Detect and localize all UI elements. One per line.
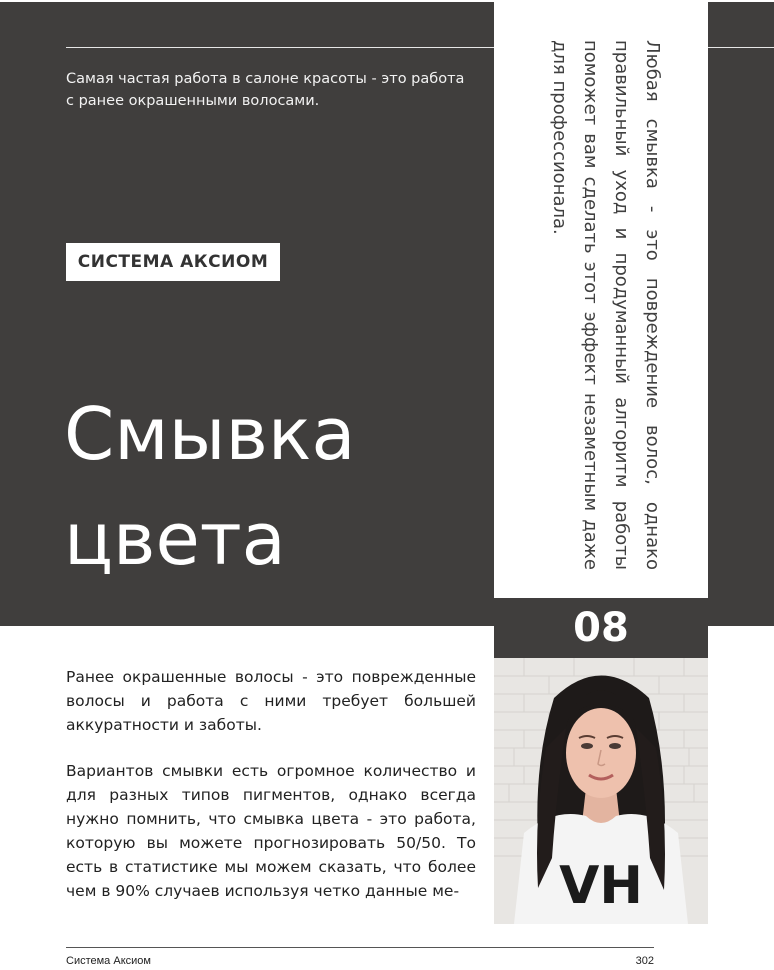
portrait-photo xyxy=(494,658,708,924)
footer-rule xyxy=(66,947,654,948)
body-paragraph-2: Вариантов смывки есть огромное количество и для разных типов пигментов, однако всегда нужно помнить, что смывка цвета - это работа, которую вы можете прогнозировать 50/50. То есть в статистике мы можем сказать, что более чем в 90% случаев используя четко данные ме- xyxy=(66,762,476,900)
system-badge: СИСТЕМА АКСИОМ xyxy=(66,243,280,281)
title-line-1: Смывка xyxy=(64,392,356,476)
page-title xyxy=(64,382,484,592)
shirt-print: VH xyxy=(559,856,643,916)
body-text xyxy=(66,665,476,925)
chapter-number: 08 xyxy=(494,598,708,658)
footer-title: Система Аксиом xyxy=(66,955,151,967)
page-number: 302 xyxy=(635,955,654,967)
subtitle: Самая частая работа в салоне красоты - это работа с ранее окрашенными волосами. xyxy=(66,71,465,109)
body-paragraph-1: Ранее окрашенные волосы - это поврежденные волосы и работа с ними требует большей аккуратности и заботы. xyxy=(66,668,476,734)
side-quote-text: Любая смывка - это повреждение волос, однако правильный уход и продуманный алгоритм работы поможет вам сделать этот эффект незаметным даже для профессионала. xyxy=(549,40,663,570)
title-line-2: цвета xyxy=(64,497,286,581)
